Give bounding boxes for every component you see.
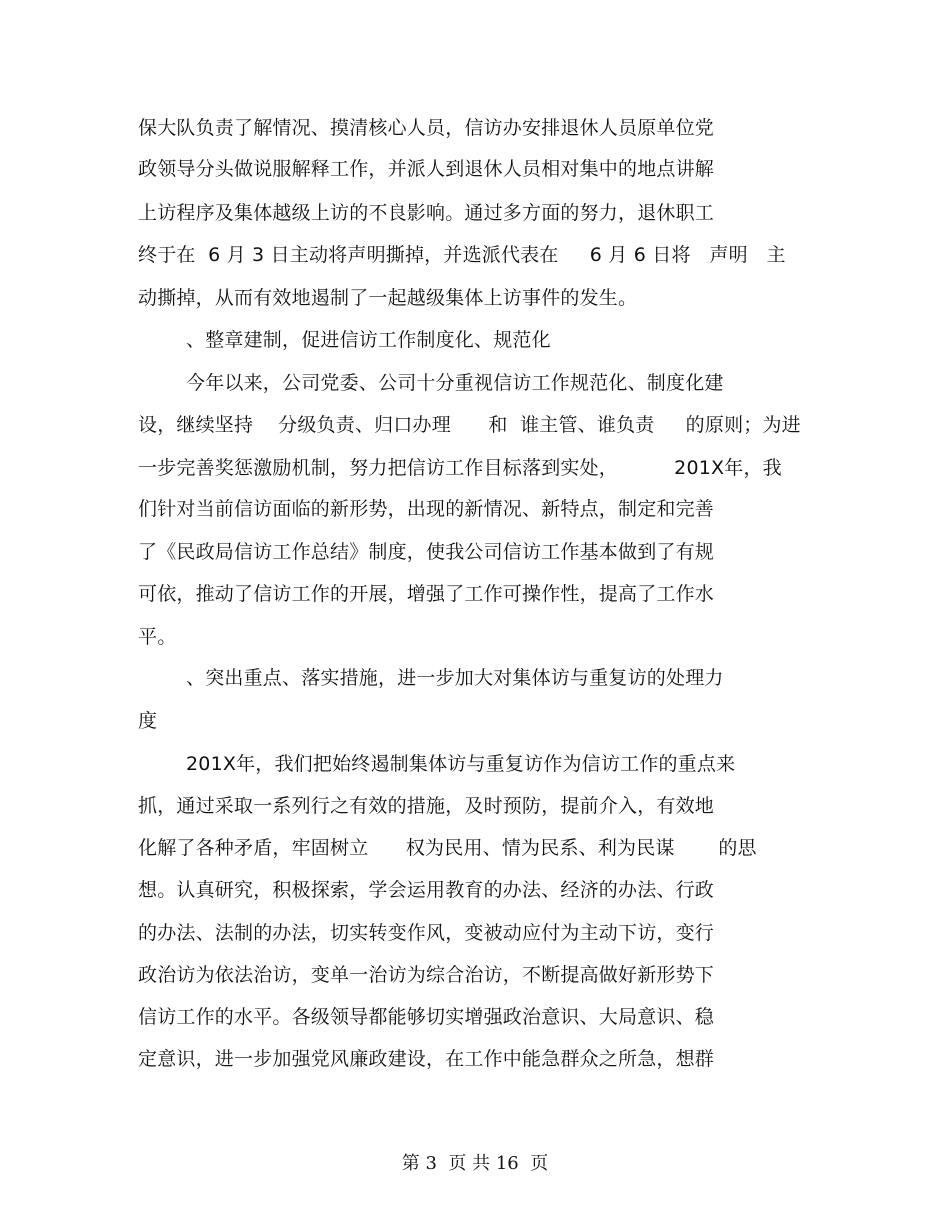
text-line: 201X年，我们把始终遏制集体访与重复访作为信访工作的重点来	[186, 753, 736, 775]
text-line: 们针对当前信访面临的新形势，出现的新情况、新特点，制定和完善	[138, 498, 715, 520]
text-line: 动撕掉，从而有效地遏制了一起越级集体上访事件的发生。	[138, 287, 638, 309]
text-line: 政领导分头做说服解释工作，并派人到退休人员相对集中的地点讲解	[138, 158, 715, 180]
section-heading: 、整章建制，促进信访工作制度化、规范化	[186, 329, 551, 351]
text-line: 今年以来，公司党委、公司十分重视信访工作规范化、制度化建	[186, 372, 724, 394]
text-line: 平。	[138, 626, 177, 648]
text-line: 政治访为依法治访，变单一治访为综合治访，不断提高做好新形势下	[138, 964, 715, 986]
text-line: 保大队负责了解情况、摸清核心人员，信访办安排退休人员原单位党	[138, 117, 715, 139]
section-heading: 、突出重点、落实措施，进一步加大对集体访与重复访的处理力	[186, 667, 724, 689]
page-number-footer: 第 3 页 共 16 页	[401, 1153, 549, 1174]
text-line: 了《民政局信访工作总结》制度，使我公司信访工作基本做到了有规	[138, 541, 715, 563]
text-line: 信访工作的水平。各级领导都能够切实增强政治意识、大局意识、稳	[138, 1006, 715, 1028]
section-heading: 度	[138, 710, 158, 732]
text-line: 上访程序及集体越级上访的不良影响。通过多方面的努力，退休职工	[138, 202, 715, 224]
text-line: 化解了各种矛盾，牢固树立 权为民用、情为民系、利为民谋 的思	[138, 837, 757, 859]
text-line: 的办法、法制的办法，切实转变作风，变被动应付为主动下访，变行	[138, 922, 715, 944]
text-line: 可依，推动了信访工作的开展，增强了工作可操作性，提高了工作水	[138, 583, 715, 605]
text-line: 想。认真研究，积极探索，学会运用教育的办法、经济的办法、行政	[138, 879, 715, 901]
text-line: 一步完善奖惩激励机制，努力把信访工作目标落到实处， 201X年，我	[138, 457, 782, 479]
text-line: 设，继续坚持 分级负责、归口办理 和 谁主管、谁负责 的原则；为进	[138, 414, 801, 436]
text-line: 抓，通过采取一系列行之有效的措施，及时预防，提前介入，有效地	[138, 795, 715, 817]
text-line: 终于在 6 月 3 日主动将声明撕掉，并选派代表在 6 月 6 日将 声明 主	[138, 244, 786, 266]
text-line: 定意识，进一步加强党风廉政建设，在工作中能急群众之所急，想群	[138, 1048, 715, 1070]
